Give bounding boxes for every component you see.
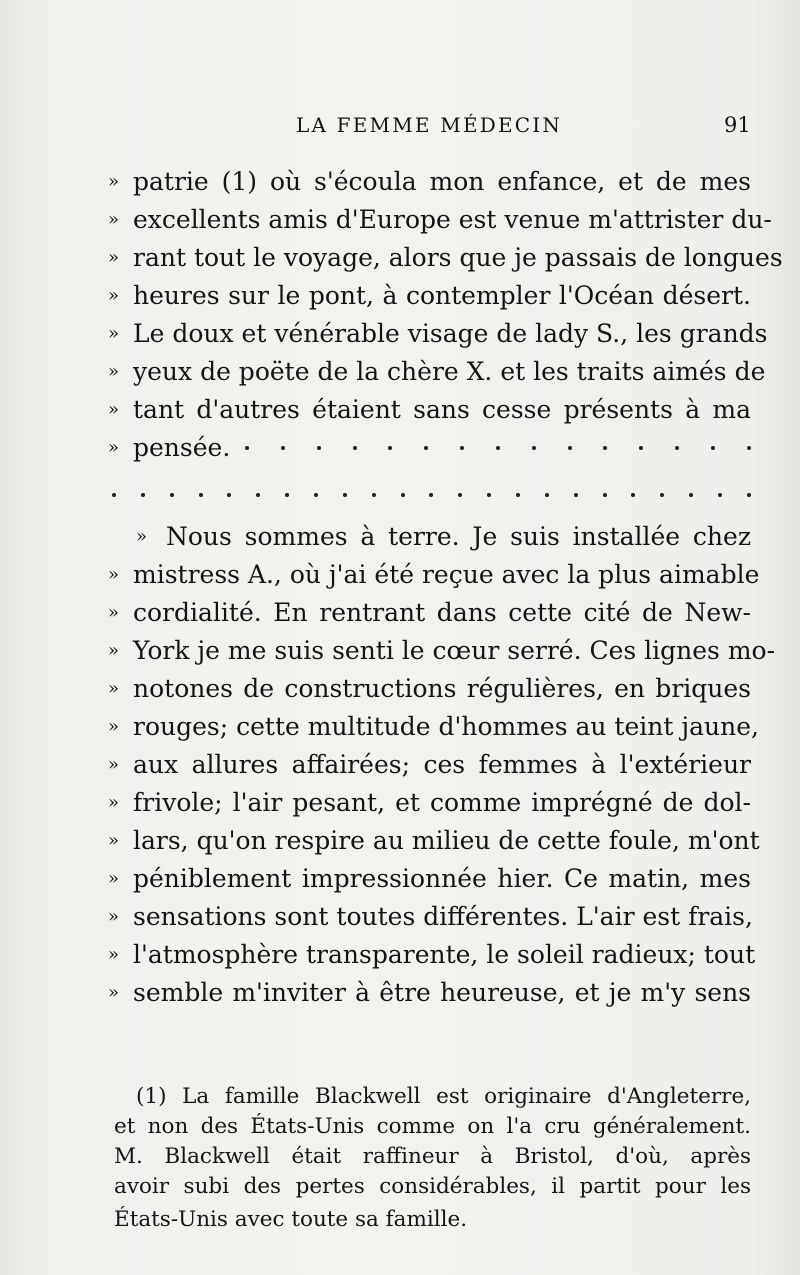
quote-mark: » xyxy=(108,906,120,927)
text-line xyxy=(0,860,800,897)
quote-mark: » xyxy=(108,678,120,699)
text-line xyxy=(0,708,800,745)
line-text: lars, qu'on respire au milieu de cette foule, m'ont xyxy=(133,826,760,855)
quote-mark: » xyxy=(108,399,120,420)
line-text: rant tout le voyage, alors que je passais de longues xyxy=(133,243,783,272)
footnote-text: avoir subi des pertes considérables, il partit pour les xyxy=(114,1174,751,1199)
quote-mark: » xyxy=(108,868,120,889)
page-header xyxy=(0,113,800,143)
text-line xyxy=(0,746,800,783)
line-text: notones de constructions régulières, en briques xyxy=(133,674,751,703)
quote-mark: » xyxy=(108,830,120,851)
ellipsis-dots xyxy=(245,429,751,466)
quote-mark: » xyxy=(108,285,120,306)
quote-mark: » xyxy=(108,944,120,965)
quote-mark: » xyxy=(108,640,120,661)
quote-mark: » xyxy=(108,323,120,344)
footnote-text: M. Blackwell était raffineur à Bristol, d'où, après xyxy=(114,1144,751,1169)
text-line xyxy=(0,277,800,314)
quote-mark: » xyxy=(108,754,120,775)
quote-mark: » xyxy=(108,602,120,623)
line-text: pensée. xyxy=(133,433,231,462)
line-text: Le doux et vénérable visage de lady S., les grands xyxy=(133,319,768,348)
footnote-line xyxy=(0,1171,800,1203)
line-text: frivole; l'air pesant, et comme imprégné de dol- xyxy=(133,788,751,817)
line-text: mistress A., où j'ai été reçue avec la plus aimable xyxy=(133,560,760,589)
quote-mark: » xyxy=(108,982,120,1003)
quote-mark: » xyxy=(108,716,120,737)
text-line xyxy=(0,201,800,238)
quote-mark: » xyxy=(108,437,120,458)
text-line xyxy=(0,315,800,352)
ellipsis-row xyxy=(0,476,800,513)
text-line xyxy=(0,784,800,821)
line-text: rouges; cette multitude d'hommes au teint jaune, xyxy=(133,712,759,741)
text-line xyxy=(0,163,800,200)
text-line xyxy=(0,518,800,555)
ellipsis-dots xyxy=(112,476,751,513)
line-text: tant d'autres étaient sans cesse présents à ma xyxy=(133,395,751,424)
footnote-text: (1) La famille Blackwell est originaire d'Angleterre, xyxy=(136,1084,751,1109)
line-text: York je me suis senti le cœur serré. Ces lignes mo- xyxy=(133,636,776,665)
text-line xyxy=(0,632,800,669)
line-text: sensations sont toutes différentes. L'air est frais, xyxy=(133,902,753,931)
footnote-line xyxy=(0,1081,800,1113)
quote-mark: » xyxy=(108,171,120,192)
footnote-line xyxy=(0,1141,800,1173)
page-number: 91 xyxy=(724,113,751,137)
text-line xyxy=(0,594,800,631)
text-line xyxy=(0,556,800,593)
line-text: Nous sommes à terre. Je suis installée chez xyxy=(166,522,751,551)
text-line xyxy=(0,429,800,466)
footnote-line xyxy=(0,1111,800,1143)
text-line xyxy=(0,936,800,973)
quote-mark: » xyxy=(108,247,120,268)
text-line xyxy=(0,239,800,276)
text-line xyxy=(0,974,800,1011)
footnote-text: et non des États-Unis comme on l'a cru généralement. xyxy=(114,1114,751,1139)
line-text: l'atmosphère transparente, le soleil radieux; tout xyxy=(133,940,756,969)
line-text: yeux de poëte de la chère X. et les traits aimés de xyxy=(133,357,766,386)
line-text: semble m'inviter à être heureuse, et je m'y sens xyxy=(133,978,751,1007)
footnote-line xyxy=(0,1204,800,1236)
quote-mark: » xyxy=(108,361,120,382)
running-title: LA FEMME MÉDECIN xyxy=(296,113,563,137)
line-text: aux allures affairées; ces femmes à l'extérieur xyxy=(133,750,751,779)
line-text: péniblement impressionnée hier. Ce matin, mes xyxy=(133,864,751,893)
quote-mark: » xyxy=(108,564,120,585)
footnote-text: États-Unis avec toute sa famille. xyxy=(114,1207,468,1232)
line-text: excellents amis d'Europe est venue m'attrister du- xyxy=(133,205,772,234)
quote-mark: » xyxy=(108,209,120,230)
text-line xyxy=(0,822,800,859)
quote-mark: » xyxy=(108,792,120,813)
line-text: cordialité. En rentrant dans cette cité de New- xyxy=(133,598,751,627)
line-text: patrie (1) où s'écoula mon enfance, et de mes xyxy=(133,167,751,196)
text-line xyxy=(0,353,800,390)
text-line xyxy=(0,391,800,428)
line-text: heures sur le pont, à contempler l'Océan désert. xyxy=(133,281,751,310)
quote-mark: » xyxy=(136,526,148,547)
text-line xyxy=(0,670,800,707)
text-line xyxy=(0,898,800,935)
